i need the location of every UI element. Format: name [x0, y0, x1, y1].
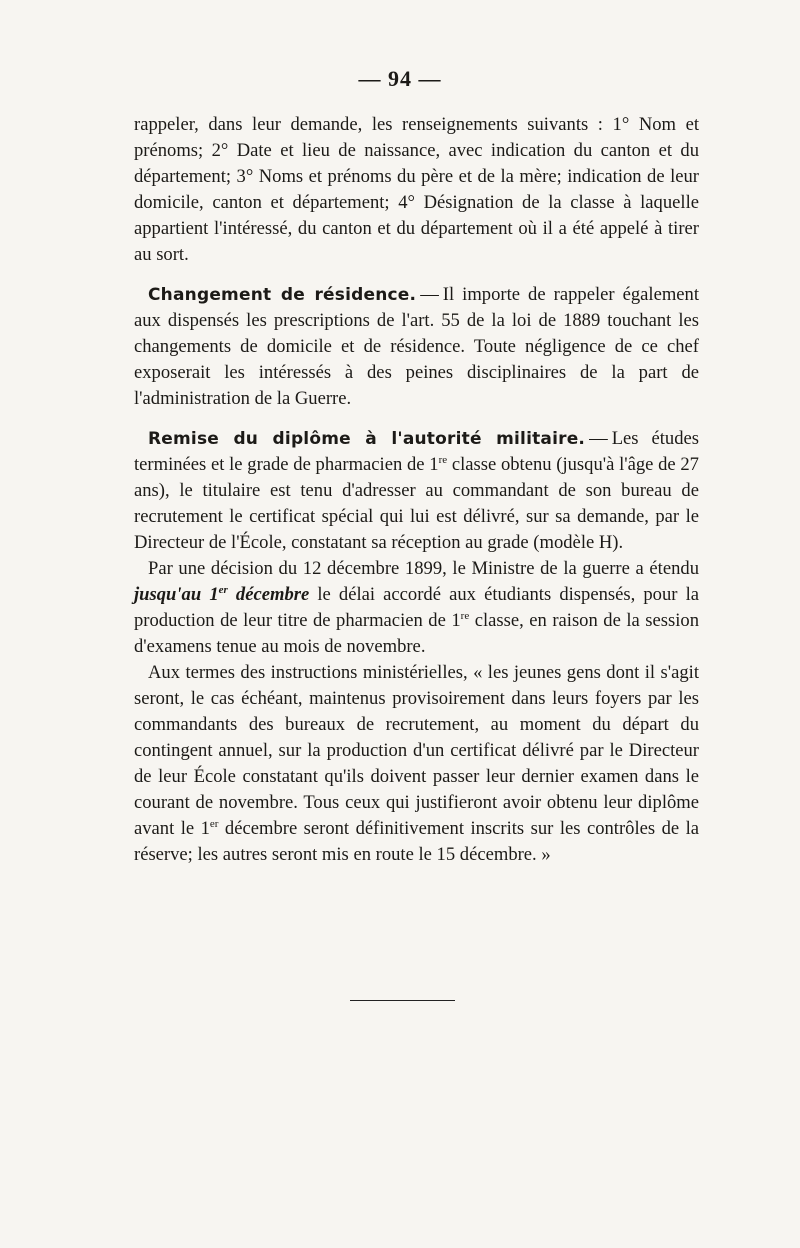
decision-italic-date	[134, 584, 309, 605]
decision-text-c: classe, en raison de la session d'examens tenue au mois de novembre.	[134, 610, 699, 657]
paragraph-change-of-residence	[134, 282, 699, 412]
heading-dash: —	[589, 428, 608, 449]
residence-text: Il importe de rappeler également aux dispensés les prescriptions de l'art. 55 de la loi de 1889 touchant les changements de domicile et de résidence. Toute négligence de ce chef exposerait les intéressés à des peines disciplinaires de la part de l'administration de la Guerre.	[134, 284, 700, 409]
paragraph-decision	[134, 556, 699, 660]
decision-text-b: le délai accordé aux étudiants dispensés, pour la production de leur titre de pharmacien de 1	[134, 584, 700, 631]
instructions-text-a: Aux termes des instructions ministérielles, « les jeunes gens dont il s'agit seront, le cas échéant, maintenus provisoirement dans leurs foyers par les commandants des bureaux de recrutement, au moment du départ du contingent annuel, sur la production d'un certificat délivré par le Directeur de leur École constatant qu'ils doivent passer leur dernier examen dans le courant de novembre. Tous ceux qui justifieront avoir obtenu leur diplôme avant le 1	[134, 662, 699, 839]
instructions-text-b: décembre seront définitivement inscrits sur les contrôles de la réserve; les autres seront mis en route le 15 décembre. »	[134, 818, 700, 865]
superscript: er	[209, 817, 219, 830]
end-rule	[350, 1000, 455, 1001]
paragraph-diploma-delivery	[134, 426, 699, 556]
diploma-text-a: Les études terminées et le grade de pharmacien de 1	[134, 428, 699, 475]
decision-italic-a: jusqu'au 1	[134, 584, 219, 605]
page-number: — 94 —	[358, 66, 442, 91]
superscript: er	[218, 583, 228, 596]
superscript: re	[438, 453, 448, 466]
body-text	[134, 112, 699, 868]
diploma-text-b: classe obtenu (jusqu'à l'âge de 27 ans), le titulaire est tenu d'adresser au commandant de son bureau de recrutement le certificat spécial qui lui est délivré, sur sa demande, par le Directeur de l'École, constatant sa réception au grade (modèle H).	[134, 454, 699, 553]
decision-italic-b: décembre	[227, 584, 310, 605]
decision-text-a: Par une décision du 12 décembre 1899, le Ministre de la guerre a étendu	[148, 558, 699, 579]
heading-change-of-residence: Changement de résidence.	[148, 285, 417, 305]
paragraph-ministerial-instructions	[134, 660, 699, 868]
heading-diploma-delivery: Remise du diplôme à l'autorité militaire.	[148, 429, 586, 449]
heading-dash: —	[420, 284, 439, 305]
superscript: re	[460, 609, 470, 622]
paragraph-requirements: rappeler, dans leur demande, les renseignements suivants : 1° Nom et prénoms; 2° Date et lieu de naissance, avec indication du canton et du département; 3° Noms et prénoms du père et de la mère; indication de leur domicile, canton et département; 4° Désignation de la classe à laquelle appartient l'intéressé, du canton et du département où il a été appelé à tirer au sort.	[134, 114, 699, 265]
